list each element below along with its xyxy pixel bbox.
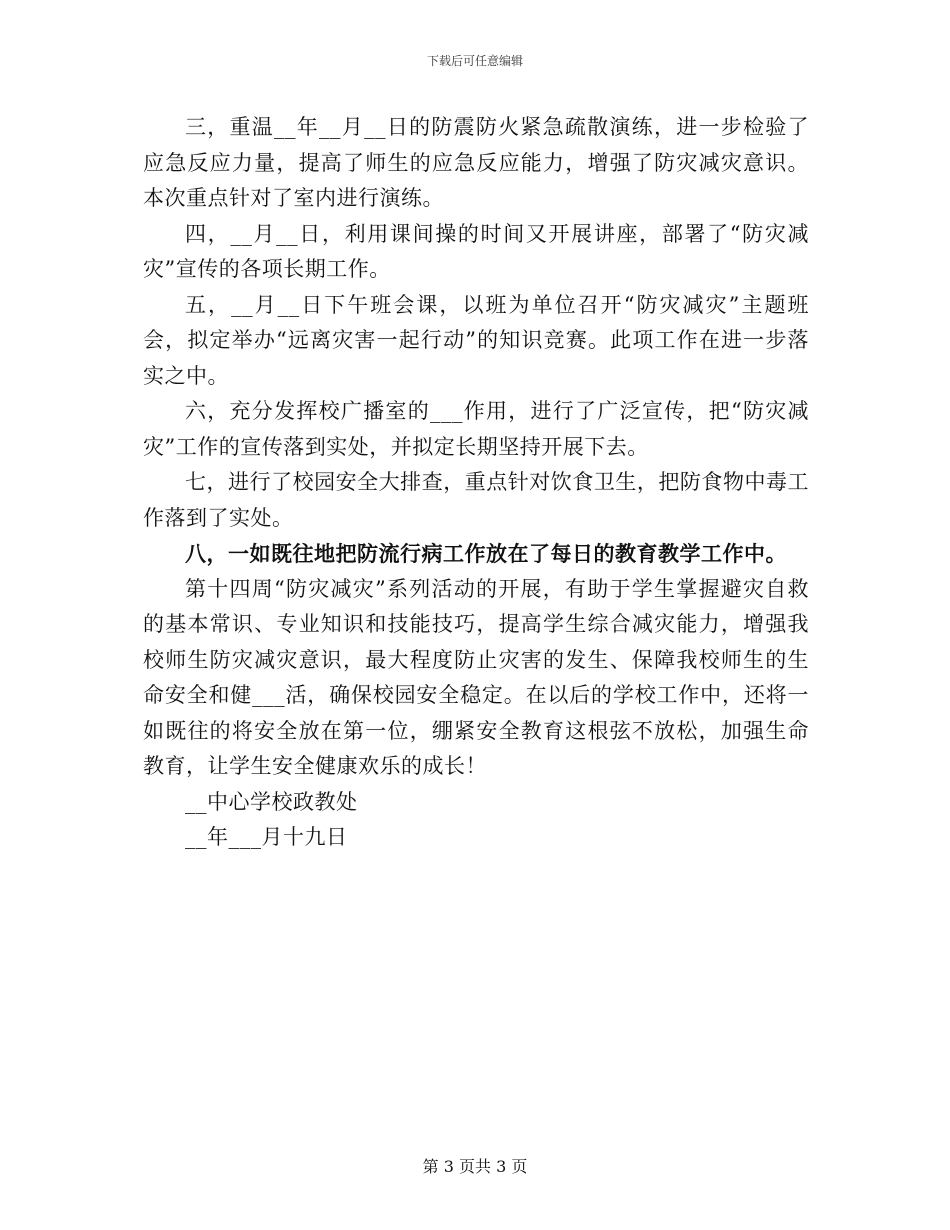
paragraph-item-5: 五，__月__日下午班会课，以班为单位召开“防灾减灾”主题班会，拟定举办“远离灾害一起行动”的知识竞赛。此项工作在进一步落实之中。 <box>143 292 809 388</box>
paragraph-item-6: 六，充分发挥校广播室的___作用，进行了广泛宣传，把“防灾减灾”工作的宣传落到实处，并拟定长期坚持开展下去。 <box>143 399 809 459</box>
page-header: 下载后可任意编辑 <box>426 54 523 68</box>
paragraph-item-4: 四，__月__日，利用课间操的时间又开展讲座，部署了“防灾减灾”宣传的各项长期工作。 <box>143 221 809 281</box>
paragraph-item-7: 七，进行了校园安全大排查，重点针对饮食卫生，把防食物中毒工作落到了实处。 <box>143 470 809 530</box>
paragraph-item-8-heading: 八，一如既往地把防流行病工作放在了每日的教育教学工作中。 <box>185 541 787 566</box>
document-body <box>143 110 809 856</box>
signature-org: __中心学校政教处 <box>185 789 358 814</box>
summary-paragraph: 第十四周“防灾减灾”系列活动的开展，有助于学生掌握避灾自救的基本常识、专业知识和技能技巧，提高学生综合减灾能力，增强我校师生防灾减灾意识，最大程度防止灾害的发生、保障我校师生的生命安全和健___活，确保校园安全稳定。在以后的学校工作中，还将一如既往的将安全放在第一位，绷紧安全教育这根弦不放松，加强生命教育，让学生安全健康欢乐的成长！ <box>143 576 809 778</box>
paragraph-item-3: 三，重温__年__月__日的防震防火紧急疏散演练，进一步检验了应急反应力量，提高了师生的应急反应能力，增强了防灾减灾意识。本次重点针对了室内进行演练。 <box>143 115 809 210</box>
page-number: 第 3 页共 3 页 <box>422 1157 528 1176</box>
signature-date: __年___月十九日 <box>185 825 348 849</box>
